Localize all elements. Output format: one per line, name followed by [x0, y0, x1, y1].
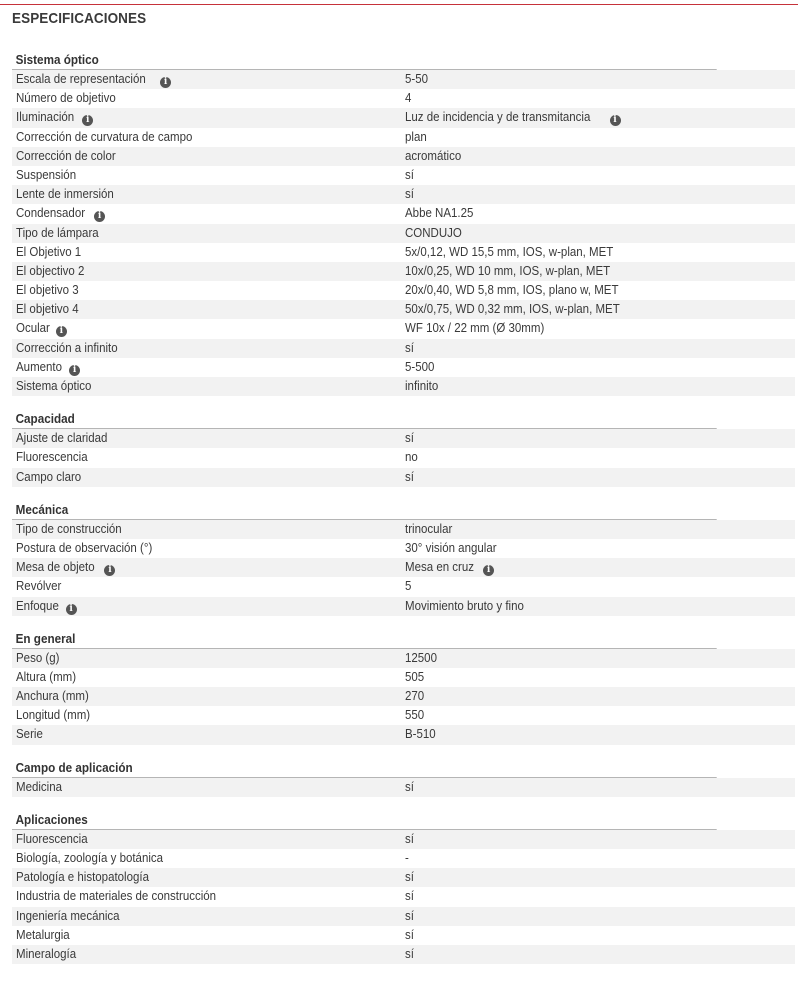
spec-label: Suspensión — [16, 167, 77, 182]
spec-row — [12, 147, 795, 166]
spec-label: Sistema óptico — [16, 379, 92, 393]
spec-value: 50x/0,75, WD 0,32 mm, IOS, w-plan, MET — [405, 302, 620, 317]
spec-value: sí — [405, 167, 414, 182]
info-icon[interactable]: i — [104, 565, 115, 576]
spec-rows — [12, 520, 795, 616]
spec-value: sí — [405, 908, 414, 923]
spec-label-cell — [12, 687, 405, 706]
info-icon[interactable]: i — [82, 115, 93, 126]
spec-value-cell — [405, 558, 795, 577]
spec-value-cell — [405, 166, 795, 185]
info-icon[interactable]: i — [94, 211, 105, 222]
spec-row — [12, 558, 795, 577]
spec-label: Aumento — [16, 359, 63, 374]
spec-label-cell — [12, 70, 405, 89]
section-title: Sistema óptico — [12, 50, 717, 70]
spec-row — [12, 649, 795, 668]
spec-value: sí — [405, 779, 414, 794]
spec-label: Industria de materiales de construcción — [16, 889, 217, 904]
spec-value-cell — [405, 339, 795, 358]
spec-value-cell — [405, 830, 795, 849]
spec-value: 550 — [405, 708, 425, 723]
spec-value-cell — [405, 907, 795, 926]
spec-row — [12, 849, 795, 868]
spec-row — [12, 339, 795, 358]
spec-value: WF 10x / 22 mm (Ø 30mm) — [405, 321, 545, 336]
spec-value-cell — [405, 243, 795, 262]
spec-row — [12, 377, 795, 396]
spec-label-cell — [12, 89, 405, 108]
spec-label-cell — [12, 204, 405, 223]
spec-label: Longitud (mm) — [16, 708, 91, 723]
spec-value: 20x/0,40, WD 5,8 mm, IOS, plano w, MET — [405, 283, 619, 298]
spec-value: 5 — [405, 579, 412, 594]
spec-label-cell — [12, 262, 405, 281]
spec-value-cell — [405, 108, 795, 127]
spec-label: Mesa de objeto — [16, 560, 95, 575]
spec-label: Medicina — [16, 779, 63, 794]
spec-value-cell — [405, 128, 795, 147]
spec-label-cell — [12, 224, 405, 243]
spec-label: Peso (g) — [16, 650, 60, 665]
spec-value-cell — [405, 725, 795, 744]
spec-value: sí — [405, 831, 414, 846]
spec-row — [12, 166, 795, 185]
spec-label: Metalurgia — [16, 927, 70, 942]
spec-value: no — [405, 450, 418, 465]
spec-value-cell — [405, 300, 795, 319]
info-icon[interactable]: i — [160, 77, 171, 88]
spec-value-cell — [405, 224, 795, 243]
spec-label: Ingeniería mecánica — [16, 908, 120, 923]
info-icon[interactable]: i — [610, 115, 621, 126]
spec-label-cell — [12, 147, 405, 166]
spec-row — [12, 725, 795, 744]
spec-value: sí — [405, 187, 414, 202]
spec-value-cell — [405, 887, 795, 906]
spec-row — [12, 89, 795, 108]
spec-value: 12500 — [405, 650, 437, 665]
spec-value-cell — [405, 520, 795, 539]
spec-value: Abbe NA1.25 — [405, 206, 474, 221]
spec-label-cell — [12, 468, 405, 487]
spec-value: trinocular — [405, 521, 453, 536]
spec-label-cell — [12, 868, 405, 887]
spec-rows — [12, 830, 795, 964]
spec-label-cell — [12, 849, 405, 868]
section-title: Capacidad — [12, 409, 717, 429]
spec-value: sí — [405, 946, 414, 961]
spec-value-cell — [405, 597, 795, 616]
spec-value-cell — [405, 926, 795, 945]
spec-value: Mesa en cruz — [405, 560, 475, 575]
spec-label: Tipo de lámpara — [16, 225, 99, 240]
spec-row — [12, 468, 795, 487]
spec-value: Luz de incidencia y de transmitancia — [405, 110, 591, 125]
spec-value-cell — [405, 319, 795, 338]
spec-value-cell — [405, 147, 795, 166]
spec-label: Mineralogía — [16, 946, 77, 961]
spec-label-cell — [12, 725, 405, 744]
spec-section — [12, 629, 795, 745]
spec-value-cell — [405, 868, 795, 887]
spec-label: Biología, zoología y botánica — [16, 851, 164, 865]
spec-label-cell — [12, 649, 405, 668]
spec-row — [12, 597, 795, 616]
spec-rows — [12, 429, 795, 487]
spec-label: Número de objetivo — [16, 91, 116, 106]
spec-label-cell — [12, 377, 405, 396]
spec-value-cell — [405, 429, 795, 448]
spec-label: El objectivo 2 — [16, 263, 85, 278]
spec-row — [12, 706, 795, 725]
spec-label: Ocular — [16, 321, 50, 336]
spec-value: - — [405, 851, 409, 865]
spec-row — [12, 539, 795, 558]
spec-label-cell — [12, 539, 405, 558]
spec-label: Lente de inmersión — [16, 187, 114, 202]
spec-value-cell — [405, 204, 795, 223]
spec-value: sí — [405, 889, 414, 904]
spec-label: Ajuste de claridad — [16, 431, 108, 446]
spec-value-cell — [405, 687, 795, 706]
spec-label: Revólver — [16, 579, 62, 594]
spec-label-cell — [12, 577, 405, 596]
spec-rows — [12, 649, 795, 745]
spec-row — [12, 520, 795, 539]
spec-label: Patología e histopatología — [16, 870, 149, 885]
spec-value-cell — [405, 945, 795, 964]
spec-label-cell — [12, 243, 405, 262]
section-title: Campo de aplicación — [12, 758, 717, 778]
spec-value: sí — [405, 340, 414, 355]
spec-value: sí — [405, 927, 414, 942]
spec-row — [12, 830, 795, 849]
spec-value-cell — [405, 89, 795, 108]
spec-label-cell — [12, 597, 405, 616]
spec-value: 5-500 — [405, 359, 435, 374]
spec-label-cell — [12, 300, 405, 319]
spec-value-cell — [405, 539, 795, 558]
spec-value-cell — [405, 185, 795, 204]
spec-label-cell — [12, 166, 405, 185]
spec-value-cell — [405, 778, 795, 797]
section-title: En general — [12, 629, 717, 649]
spec-value: 270 — [405, 689, 425, 704]
spec-label-cell — [12, 668, 405, 687]
spec-label-cell — [12, 108, 405, 127]
spec-value-cell — [405, 262, 795, 281]
spec-label: El objetivo 3 — [16, 283, 79, 298]
spec-label: Anchura (mm) — [16, 689, 89, 704]
spec-label-cell — [12, 448, 405, 467]
spec-row — [12, 778, 795, 797]
spec-row — [12, 128, 795, 147]
spec-label-cell — [12, 558, 405, 577]
spec-row — [12, 204, 795, 223]
spec-section — [12, 758, 795, 797]
spec-label: Postura de observación (°) — [16, 540, 153, 555]
spec-label: Altura (mm) — [16, 669, 77, 684]
spec-label-cell — [12, 185, 405, 204]
spec-value: 10x/0,25, WD 10 mm, IOS, w-plan, MET — [405, 263, 611, 278]
spec-label-cell — [12, 339, 405, 358]
spec-label-cell — [12, 887, 405, 906]
spec-section — [12, 50, 795, 396]
spec-value-cell — [405, 577, 795, 596]
spec-section — [12, 409, 795, 487]
spec-row — [12, 300, 795, 319]
spec-label-cell — [12, 706, 405, 725]
spec-value-cell — [405, 649, 795, 668]
spec-row — [12, 358, 795, 377]
spec-value-cell — [405, 706, 795, 725]
page-title: ESPECIFICACIONES — [12, 10, 147, 27]
spec-row — [12, 887, 795, 906]
spec-value: infinito — [405, 379, 439, 393]
spec-value: 505 — [405, 669, 425, 684]
info-icon[interactable]: i — [66, 604, 77, 615]
spec-label-cell — [12, 358, 405, 377]
spec-rows — [12, 70, 795, 396]
spec-label-cell — [12, 520, 405, 539]
spec-value: sí — [405, 870, 414, 885]
spec-label: Corrección de curvatura de campo — [16, 129, 193, 144]
spec-rows — [12, 778, 795, 797]
section-title: Mecánica — [12, 500, 717, 520]
spec-row — [12, 108, 795, 127]
spec-row — [12, 281, 795, 300]
spec-label-cell — [12, 830, 405, 849]
spec-value: acromático — [405, 148, 462, 163]
spec-value-cell — [405, 448, 795, 467]
info-icon[interactable]: i — [56, 326, 67, 337]
spec-label: Fluorescencia — [16, 831, 88, 846]
spec-row — [12, 262, 795, 281]
spec-label: Fluorescencia — [16, 450, 88, 465]
spec-label: El Objetivo 1 — [16, 244, 82, 259]
spec-label: Enfoque — [16, 598, 59, 613]
spec-section — [12, 810, 795, 964]
header-accent-line — [0, 4, 798, 5]
spec-label-cell — [12, 128, 405, 147]
spec-row — [12, 907, 795, 926]
spec-value: Movimiento bruto y fino — [405, 598, 524, 613]
info-icon[interactable]: i — [69, 365, 80, 376]
spec-value: sí — [405, 469, 414, 484]
spec-value: plan — [405, 129, 427, 144]
spec-row — [12, 448, 795, 467]
spec-label: Corrección de color — [16, 148, 116, 163]
spec-row — [12, 687, 795, 706]
spec-row — [12, 429, 795, 448]
spec-row — [12, 868, 795, 887]
spec-value: B-510 — [405, 727, 436, 742]
spec-label-cell — [12, 319, 405, 338]
section-title: Aplicaciones — [12, 810, 717, 830]
spec-row — [12, 319, 795, 338]
spec-label: El objetivo 4 — [16, 302, 79, 317]
spec-row — [12, 668, 795, 687]
spec-label-cell — [12, 778, 405, 797]
spec-row — [12, 70, 795, 89]
spec-value-cell — [405, 281, 795, 300]
spec-value-cell — [405, 668, 795, 687]
spec-label: Serie — [16, 727, 43, 742]
spec-label: Condensador — [16, 206, 86, 221]
spec-value-cell — [405, 358, 795, 377]
spec-row — [12, 945, 795, 964]
spec-row — [12, 224, 795, 243]
spec-label: Iluminación — [16, 110, 75, 125]
spec-label-cell — [12, 907, 405, 926]
info-icon[interactable]: i — [483, 565, 494, 576]
spec-row — [12, 577, 795, 596]
spec-value-cell — [405, 70, 795, 89]
spec-label: Escala de representación — [16, 72, 146, 86]
spec-value: 30° visión angular — [405, 540, 497, 555]
spec-label-cell — [12, 429, 405, 448]
spec-value-cell — [405, 468, 795, 487]
spec-value: sí — [405, 431, 414, 446]
spec-value: CONDUJO — [405, 225, 462, 240]
spec-value-cell — [405, 849, 795, 868]
spec-label: Tipo de construcción — [16, 521, 122, 536]
spec-label: Campo claro — [16, 469, 82, 484]
spec-value: 5x/0,12, WD 15,5 mm, IOS, w-plan, MET — [405, 244, 614, 259]
spec-row — [12, 926, 795, 945]
spec-value: 5-50 — [405, 72, 429, 86]
spec-value-cell — [405, 377, 795, 396]
spec-label-cell — [12, 926, 405, 945]
specifications-table — [12, 50, 795, 977]
spec-label-cell — [12, 945, 405, 964]
spec-row — [12, 185, 795, 204]
spec-row — [12, 243, 795, 262]
spec-label-cell — [12, 281, 405, 300]
spec-section — [12, 500, 795, 616]
spec-label: Corrección a infinito — [16, 340, 118, 355]
spec-value: 4 — [405, 91, 412, 106]
